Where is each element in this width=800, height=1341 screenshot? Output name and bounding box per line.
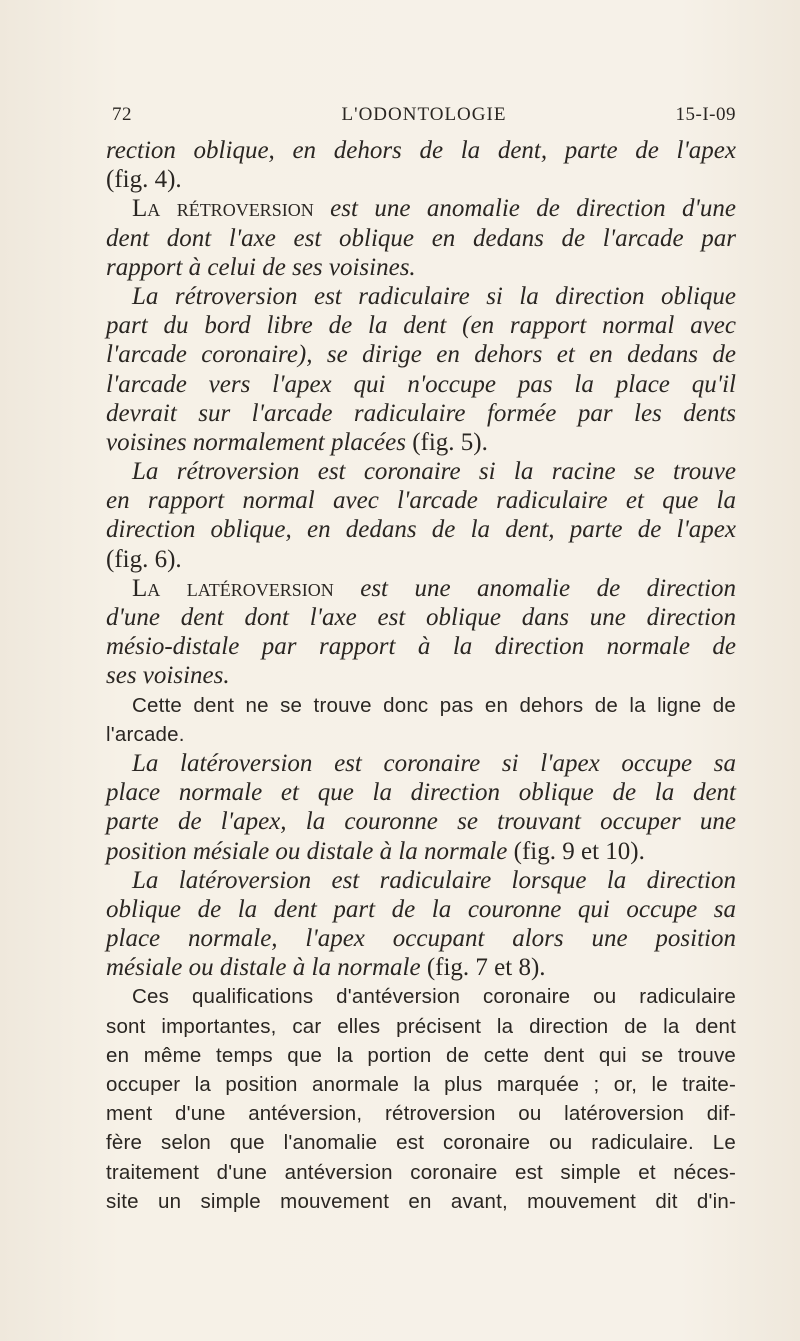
- text-line: La latéroversion est radiculaire lorsque la direction: [132, 866, 736, 894]
- text-line: rapport à celui de ses voisines.: [106, 253, 416, 281]
- text-line: ses voisines.: [106, 662, 230, 690]
- text-span: position mésiale ou distale à la normale: [106, 837, 508, 865]
- text-line: rection oblique, en dehors de la dent, parte de l'apex: [106, 137, 736, 164]
- running-title: L'ODONTOLOGIE: [341, 104, 507, 125]
- text-span: est une anomalie de direction: [333, 574, 736, 602]
- text-line: parte de l'apex, la couronne se trouvant occuper une: [106, 808, 736, 836]
- text-line: place normale et que la direction oblique de la dent: [106, 779, 736, 807]
- text-line: en rapport normal avec l'arcade radiculaire et que la: [106, 487, 736, 515]
- term-lateroversion: La latéroversion: [132, 574, 334, 602]
- text-line: dent dont l'axe est oblique en dedans de l'arcade par: [106, 224, 736, 252]
- text-line: en même temps que la portion de cette dent qui se trouve: [106, 1043, 736, 1067]
- text-line: sont importantes, car elles précisent la direction de la dent: [106, 1014, 736, 1038]
- text-line: l'arcade.: [106, 722, 185, 746]
- body-text: [106, 136, 736, 1216]
- text-line: [106, 428, 736, 457]
- text-line: Ces qualifications d'antéversion coronaire ou radiculaire: [132, 985, 736, 1009]
- term-retroversion: La rétroversion: [132, 195, 314, 223]
- text-line: l'arcade coronaire), se dirige en dehors et en dedans de: [106, 341, 736, 369]
- text-line: mésio-distale par rapport à la direction normale de: [106, 633, 736, 661]
- text-line: [106, 837, 736, 866]
- text-line: [106, 194, 736, 223]
- text-line: [106, 574, 736, 603]
- figure-reference: (fig. 9 et 10).: [507, 837, 645, 865]
- text-line: La rétroversion est radiculaire si la direction oblique: [132, 282, 736, 310]
- text-line: traitement d'une antéversion coronaire est simple et néces-: [106, 1160, 736, 1184]
- text-line: d'une dent dont l'axe est oblique dans une direction: [106, 604, 736, 631]
- text-line: l'arcade vers l'apex qui n'occupe pas la place qu'il: [106, 370, 736, 398]
- text-line: [106, 953, 736, 982]
- issue-date: 15-I-09: [675, 104, 736, 125]
- text-line: direction oblique, en dedans de la dent, parte de l'apex: [106, 516, 736, 544]
- text-line: devrait sur l'arcade radiculaire formée par les dents: [106, 399, 736, 427]
- running-header: [112, 96, 736, 136]
- figure-reference: (fig. 7 et 8).: [420, 954, 546, 982]
- text-line: site un simple mouvement en avant, mouvement dit d'in-: [106, 1189, 736, 1213]
- text-line: part du bord libre de la dent (en rapport normal avec: [106, 312, 736, 340]
- text-line: (fig. 4).: [106, 166, 182, 194]
- text-line: occuper la position anormale la plus marquée ; or, le traite-: [106, 1073, 736, 1096]
- text-span: voisines normalement placées: [106, 428, 406, 456]
- text-span: mésiale ou distale à la normale: [106, 954, 421, 982]
- text-line: ment d'une antéversion, rétroversion ou latéroversion dif-: [106, 1102, 736, 1126]
- figure-reference: (fig. 5).: [405, 428, 488, 456]
- text-line: oblique de la dent part de la couronne qui occupe sa: [106, 895, 736, 923]
- text-span: est une anomalie de direction d'une: [313, 195, 737, 223]
- text-line: place normale, l'apex occupant alors une position: [106, 925, 736, 953]
- text-line: La latéroversion est coronaire si l'apex occupe sa: [132, 749, 736, 777]
- text-line: La rétroversion est coronaire si la racine se trouve: [132, 458, 736, 486]
- text-line: (fig. 6).: [106, 545, 182, 573]
- page-number: 72: [112, 104, 132, 125]
- text-line: fère selon que l'anomalie est coronaire ou radiculaire. Le: [106, 1131, 736, 1155]
- text-line: Cette dent ne se trouve donc pas en dehors de la ligne de: [132, 693, 736, 717]
